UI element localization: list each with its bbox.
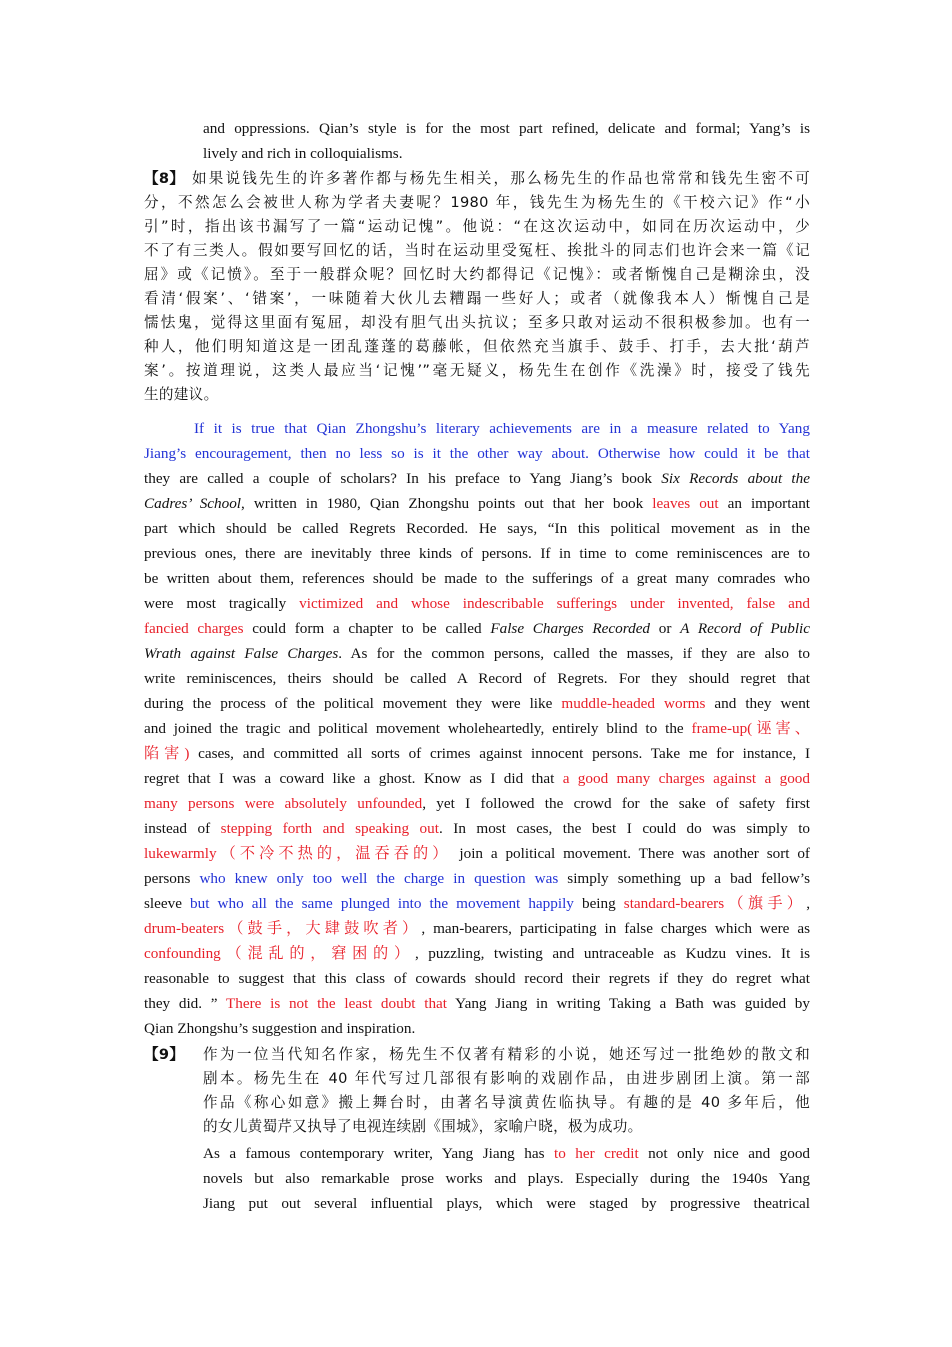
highlight-red: standard-bearers（旗手）	[623, 895, 807, 912]
highlight-red: drum-beaters（鼓手，大肆鼓吹者）	[144, 920, 422, 937]
p8-en-line	[144, 617, 810, 641]
p8-en-line	[144, 992, 810, 1016]
book-title: Six Records about the	[661, 470, 810, 487]
highlight-red: fancied charges	[144, 620, 244, 637]
highlight-red: leaves out	[652, 495, 719, 512]
text-span: and joined the tragic and political movement wholeheartedly, entirely blind to the	[144, 720, 684, 737]
p8-zh-line: 分，不然怎么会被世人称为学者夫妻呢？1980 年，钱先生为杨先生的《干校六记》作“小	[144, 194, 810, 211]
paragraph-number-9: 【9】	[144, 1046, 185, 1063]
p8-en-line	[144, 467, 810, 491]
text-span: during the process of the political movement they were like	[144, 695, 553, 712]
p8-zh-line: 如果说钱先生的许多著作都与杨先生相关，那么杨先生的作品也常常和钱先生密不可	[192, 170, 810, 187]
text-span: join a political movement. There was another sort of	[459, 845, 810, 862]
p8-en-line	[144, 942, 810, 966]
text-span: they did. ”	[144, 995, 218, 1012]
p8-en-line	[144, 817, 810, 841]
p8-en-line	[144, 642, 810, 666]
text-span: cases, and committed all sorts of crimes against innocent persons. Take me for instance, I	[198, 745, 810, 762]
p9-en-line: Jiang put out several influential plays, which were staged by progressive theatrical	[203, 1195, 810, 1212]
text-span: , man-bearers, participating in false charges which were as	[421, 920, 810, 937]
p8-en-line: previous ones, there are inevitably three kinds of persons. If in time to come reminiscences are to	[144, 545, 810, 562]
highlight-red: lukewarmly（不冷不热的，温吞吞的）	[144, 845, 452, 862]
text-span: Yang Jiang in writing Taking a Bath was guided by	[455, 995, 810, 1012]
text-span: sleeve	[144, 895, 182, 912]
p8-en-line: be written about them, references should be made to the sufferings of a great many comrades who	[144, 570, 810, 587]
p8-zh-line: 种人，他们明知道这是一团乱蓬蓬的葛藤帐，但依然充当旗手、鼓手、打手，去大批‘葫芦	[144, 338, 810, 355]
p8-zh-line: 懦怯鬼，觉得这里面有冤屈，却没有胆气出头抗议；至多只敢对运动不很积极参加。也有一	[144, 314, 810, 331]
p8-zh-line: 生的建议。	[144, 386, 219, 403]
text-span: ,	[806, 895, 811, 912]
p8-en-line	[144, 692, 810, 716]
p8-zh-line: 案’。按道理说，这类人最应当‘记愧’”毫无疑义，杨先生在创作《洗澡》时，接受了钱先	[144, 362, 810, 379]
text-span: not only nice and good	[648, 1145, 811, 1162]
book-title: False Charges Recorded	[490, 620, 651, 637]
highlight-red: muddle-headed worms	[561, 695, 706, 712]
p8-en-line	[144, 717, 810, 741]
highlight-blue: but who all the same plunged into the movement happily	[190, 895, 574, 912]
p8-zh-line: 不了有三类人。假如要写回忆的话，当时在运动里受冤枉、挨批斗的同志们也许会来一篇《记	[144, 242, 810, 259]
highlight-red: a good many charges against a good	[562, 770, 810, 787]
p9-zh-line: 作为一位当代知名作家，杨先生不仅著有精彩的小说，她还写过一批绝妙的散文和	[203, 1046, 810, 1063]
p9-en-line: novels but also remarkable prose works and plays. Especially during the 1940s Yang	[203, 1170, 810, 1187]
highlight-blue: who knew only too well the charge in question was	[199, 870, 559, 887]
p8-zh-line: 引”时，指出该书漏写了一篇“运动记愧”。他说：“在这次运动中，如同在历次运动中，少	[144, 218, 810, 235]
text-span: . As for the common persons, called the masses, if they are also to	[338, 645, 810, 662]
text-span: , puzzling, twisting and untraceable as Kudzu vines. It is	[414, 945, 810, 962]
text-span: could form a chapter to be called	[252, 620, 482, 637]
book-title: Wrath against False Charges	[144, 645, 339, 662]
highlight-red: 陷害)	[144, 745, 190, 762]
p8-en-line	[144, 767, 810, 791]
text-span: , yet I followed the crowd for the sake of safety first	[422, 795, 810, 812]
p9-zh-line: 的女儿黄蜀芹又执导了电视连续剧《围城》，家喻户晓，极为成功。	[203, 1118, 643, 1135]
highlight-red: There is not the least doubt that	[225, 995, 447, 1012]
text-span: persons	[144, 870, 191, 887]
book-title: Cadres’ School	[144, 495, 242, 512]
p8-en-line: Jiang’s encouragement, then no less so is it the other way about. Otherwise how could it be that	[144, 445, 810, 462]
p8-en-line	[144, 867, 810, 891]
p8-en-line: If it is true that Qian Zhongshu’s literary achievements are in a measure related to Yang	[194, 420, 810, 437]
text-span: they are called a couple of scholars? In his preface to Yang Jiang’s book	[144, 470, 653, 487]
highlight-red: confounding（混乱的，窘困的）	[144, 945, 415, 962]
p8-en-line: Qian Zhongshu’s suggestion and inspiration.	[144, 1020, 416, 1037]
p8-en-line	[144, 492, 810, 516]
p8-en-line	[144, 892, 810, 916]
highlight-red: to her credit	[553, 1145, 639, 1162]
p8-en-line: write reminiscences, theirs should be called A Record of Regrets. For they should regret that	[144, 670, 810, 687]
text-span: . In most cases, the best I could do was simply to	[438, 820, 811, 837]
text-span: and they went	[714, 695, 811, 712]
highlight-red: stepping forth and speaking out	[220, 820, 439, 837]
p8-zh-line: 屈》或《记愤》。至于一般群众呢？回忆时大约都得记《记愧》：或者惭愧自己是糊涂虫，没	[144, 266, 810, 283]
top-line-2: lively and rich in colloquialisms.	[203, 145, 403, 162]
p8-en-line	[144, 742, 810, 766]
text-span: As a famous contemporary writer, Yang Jiang has	[203, 1145, 545, 1162]
text-span: were most tragically	[144, 595, 287, 612]
p8-en-line: reasonable to suggest that this class of cowards should record their regrets if they do regret what	[144, 970, 810, 987]
highlight-red: many persons were absolutely unfounded	[144, 795, 423, 812]
book-title: A Record of Public	[680, 620, 811, 637]
highlight-red: frame-up(诬害、	[691, 720, 810, 737]
p8-en-line	[144, 917, 810, 941]
p9-zh-line: 剧本。杨先生在 40 年代写过几部很有影响的戏剧作品，由进步剧团上演。第一部	[203, 1070, 810, 1087]
top-line-1: and oppressions. Qian’s style is for the most part refined, delicate and formal; Yang’s is	[203, 120, 810, 137]
highlight-red: victimized and whose indescribable sufferings under invented, false and	[299, 595, 811, 612]
p9-zh-line: 作品《称心如意》搬上舞台时，由著名导演黄佐临执导。有趣的是 40 多年后，他	[203, 1094, 810, 1111]
text-span: or	[658, 620, 672, 637]
text-span: instead of	[144, 820, 211, 837]
p9-en-line	[203, 1142, 810, 1166]
text-span: simply something up a bad fellow’s	[567, 870, 810, 887]
p8-en-line: part which should be called Regrets Recorded. He says, “In this political movement as in the	[144, 520, 810, 537]
p8-en-line	[144, 792, 810, 816]
p8-en-line	[144, 842, 810, 866]
paragraph-number-8: 【8】	[144, 170, 185, 187]
text-span: regret that I was a coward like a ghost. Know as I did that	[144, 770, 555, 787]
p8-en-line	[144, 592, 810, 616]
p8-zh-line: 看清‘假案’、‘错案’，一味随着大伙儿去糟蹋一些好人；或者（就像我本人）惭愧自己是	[144, 290, 810, 307]
text-span: being	[581, 895, 616, 912]
text-span: , written in 1980, Qian Zhongshu points out that her book	[241, 495, 644, 512]
text-span: an important	[727, 495, 811, 512]
